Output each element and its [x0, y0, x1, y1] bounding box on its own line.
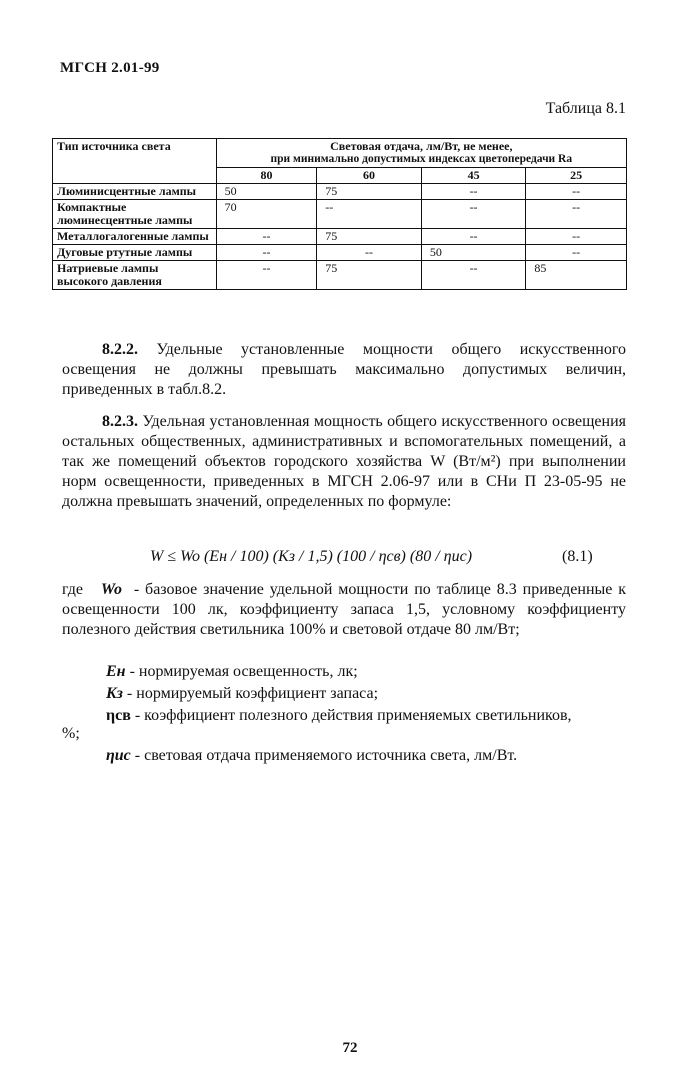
paragraph-text: Удельная установленная мощность общего искусственного освещения остальных общественных, административных и вспомогательных помещений, а так же помещений объектов городского хозяйства W (Вт/м²) при выполнении норм освещенности, приведенных в МГСН 2.06-97 или в СНи П 23-05-95 не должна превышать значений, определенных по формуле:: [62, 413, 627, 510]
definition-intro: где: [62, 581, 84, 598]
symbol-en: Eн: [106, 663, 126, 680]
paragraph-number: 8.2.2.: [102, 341, 138, 358]
table-header-index: 25: [526, 168, 627, 184]
table-caption: Таблица 8.1: [545, 100, 626, 117]
table-cell-label: Дуговые ртутные лампы: [53, 245, 217, 261]
luminous-efficacy-table: [52, 138, 627, 290]
definition-en: [106, 662, 358, 682]
paragraph-text: Удельные установленные мощности общего искусственного освещения не должны превышать максимально допустимых величин, приведенных в табл.8.2.: [62, 341, 626, 398]
formula-number: (8.1): [562, 548, 593, 565]
table-cell: 85: [526, 261, 627, 290]
definition-text: - базовое значение удельной мощности по таблице 8.3 приведенные к освещенности 100 лк, коэффициенту запаса 1,5, условному коэффициенту полезного действия светильника 100% и световой отдаче 80 лм/Вт;: [62, 581, 627, 638]
table-cell: --: [526, 229, 627, 245]
definition-wo: [62, 580, 626, 640]
definition-text: - нормируемая освещенность, лк;: [129, 663, 358, 680]
symbol-kz: Kз: [106, 685, 123, 702]
definition-kz: [106, 684, 378, 704]
table-header-source-type: Тип источника света: [53, 139, 217, 184]
table-cell: --: [421, 200, 526, 229]
table-cell: --: [526, 245, 627, 261]
table-row: [53, 184, 627, 200]
table-cell: 75: [317, 229, 422, 245]
table-row: [53, 245, 627, 261]
table-row: [53, 261, 627, 290]
page-number: 72: [342, 1040, 358, 1056]
table-cell: 50: [421, 245, 526, 261]
table-cell: 50: [216, 184, 317, 200]
table-cell-label: Компактные люминесцентные лампы: [53, 200, 217, 229]
paragraph-8-2-2: [62, 340, 626, 400]
formula-expression: W ≤ Wo (Eн / 100) (Kз / 1,5) (100 / ηсв) (80 / ηис): [150, 548, 473, 565]
table-cell: --: [421, 229, 526, 245]
table-cell-label: Люминисцентные лампы: [53, 184, 217, 200]
document-code: МГСН 2.01-99: [60, 60, 160, 76]
symbol-nsv: ηсв: [106, 707, 131, 724]
table-header-efficacy-line2: при минимально допустимых индексах цветопередачи Ra: [270, 153, 573, 165]
symbol-nis: ηис: [106, 747, 131, 764]
definition-nsv: [106, 706, 626, 726]
table-cell: --: [421, 261, 526, 290]
table-cell: 75: [317, 184, 422, 200]
definition-text: - нормируемый коэффициент запаса;: [126, 685, 379, 702]
table-cell: --: [526, 184, 627, 200]
table-header-index: 45: [421, 168, 526, 184]
table-cell-label: Металлогалогенные лампы: [53, 229, 217, 245]
table-cell: --: [216, 245, 317, 261]
table-cell: --: [317, 245, 422, 261]
table-header-efficacy-line1: Световая отдача, лм/Вт, не менее,: [330, 139, 513, 153]
definition-text: - коэффициент полезного действия применяемых светильников,: [134, 707, 572, 724]
table-cell: 75: [317, 261, 422, 290]
definition-text: - световая отдача применяемого источника света, лм/Вт.: [134, 747, 518, 764]
table-cell: --: [526, 200, 627, 229]
definition-nis: [106, 746, 517, 766]
table-cell-label: Натриевые лампы высокого давления: [53, 261, 217, 290]
paragraph-8-2-3: [62, 412, 626, 512]
table-cell: --: [421, 184, 526, 200]
formula-8-1: [150, 548, 626, 566]
symbol-wo: Wo: [100, 581, 122, 598]
table-row: [53, 229, 627, 245]
table-header-index: 60: [317, 168, 422, 184]
table-row: [53, 200, 627, 229]
table-cell: 70: [216, 200, 317, 229]
table-header-index: 80: [216, 168, 317, 184]
paragraph-number: 8.2.3.: [102, 413, 138, 430]
table-cell: --: [216, 261, 317, 290]
table-cell: --: [317, 200, 422, 229]
table-cell: --: [216, 229, 317, 245]
table-header-efficacy: [216, 139, 626, 168]
definition-nsv-tail: %;: [62, 725, 80, 742]
